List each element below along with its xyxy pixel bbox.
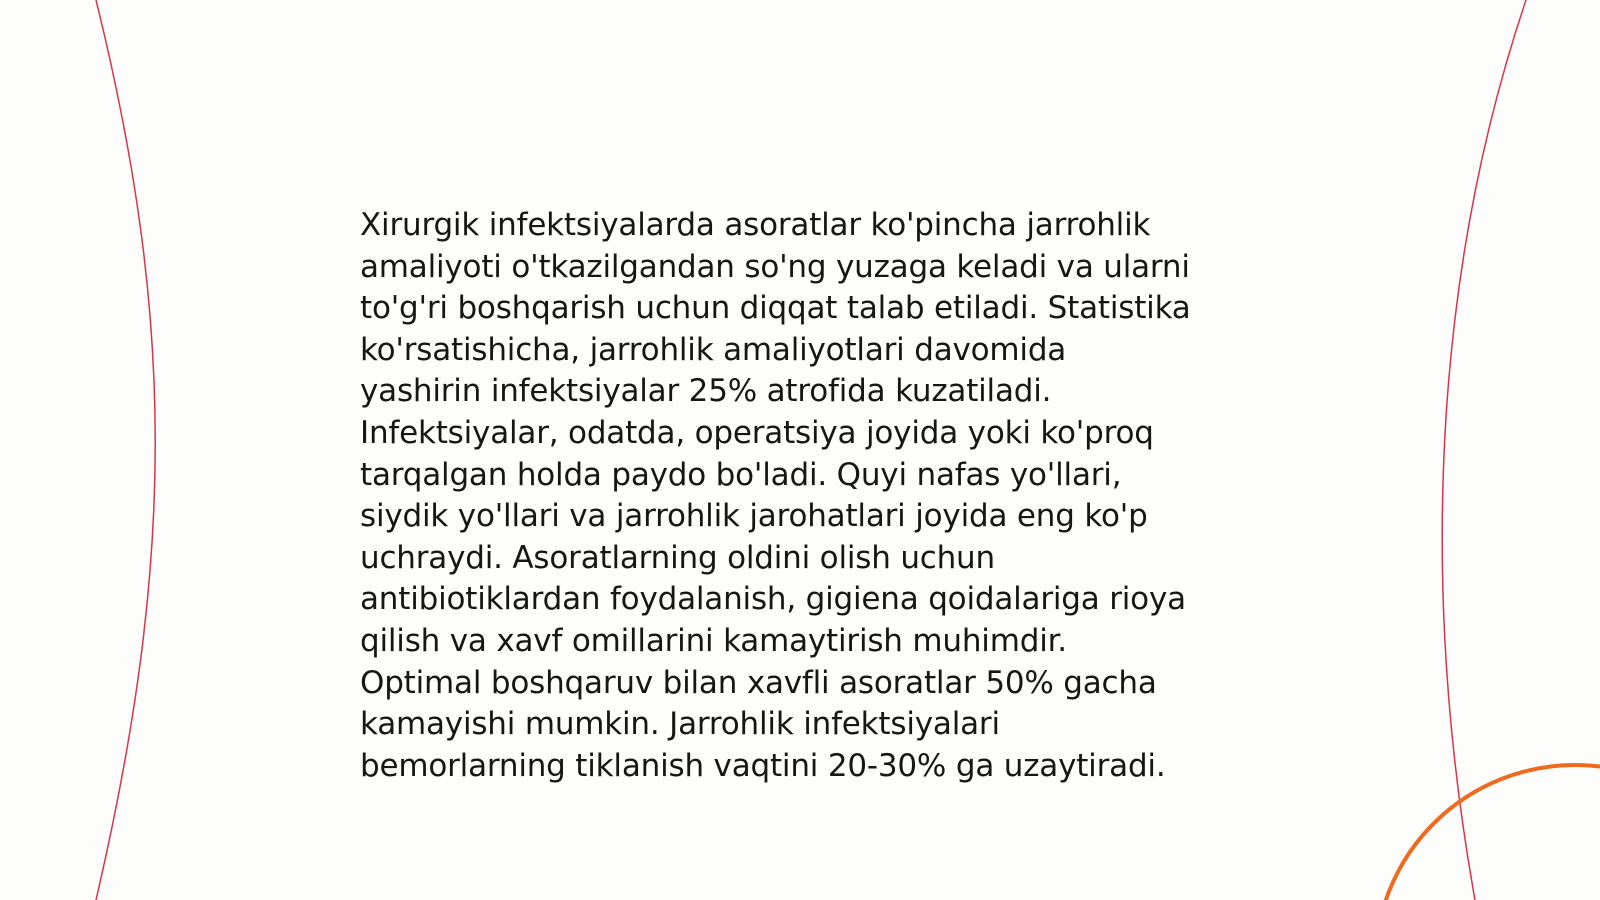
paragraph-line: Xirurgik infektsiyalarda asoratlar ko'pincha jarrohlik (360, 207, 1151, 243)
paragraph-line: tarqalgan holda paydo bo'ladi. Quyi nafas yo'llari, (360, 456, 1122, 493)
body-paragraph (360, 205, 1260, 787)
paragraph-line: siydik yo'llari va jarrohlik jarohatlari joyida eng ko'p (360, 498, 1148, 535)
right-curve-line (1442, 0, 1526, 900)
paragraph-line: kamayishi mumkin. Jarrohlik infektsiyalari (360, 706, 1000, 743)
paragraph-line: amaliyoti o'tkazilgandan so'ng yuzaga keladi va ularni (360, 248, 1190, 285)
paragraph-line: Optimal boshqaruv bilan xavfli asoratlar 50% gacha (360, 664, 1157, 701)
paragraph-line: bemorlarning tiklanish vaqtini 20-30% ga uzaytiradi. (360, 747, 1166, 784)
orange-arc (1375, 765, 1600, 900)
paragraph-line: uchraydi. Asoratlarning oldini olish uchun (360, 539, 995, 576)
paragraph-line: qilish va xavf omillarini kamaytirish muhimdir. (360, 622, 1067, 659)
left-curve-line (96, 0, 155, 900)
paragraph-line: Infektsiyalar, odatda, operatsiya joyida yoki ko'proq (360, 414, 1154, 451)
paragraph-line: to'g'ri boshqarish uchun diqqat talab etiladi. Statistika (360, 290, 1191, 327)
paragraph-line: yashirin infektsiyalar 25% atrofida kuzatiladi. (360, 373, 1052, 410)
paragraph-line: ko'rsatishicha, jarrohlik amaliyotlari davomida (360, 331, 1067, 368)
paragraph-line: antibiotiklardan foydalanish, gigiena qoidalariga rioya (360, 581, 1186, 618)
